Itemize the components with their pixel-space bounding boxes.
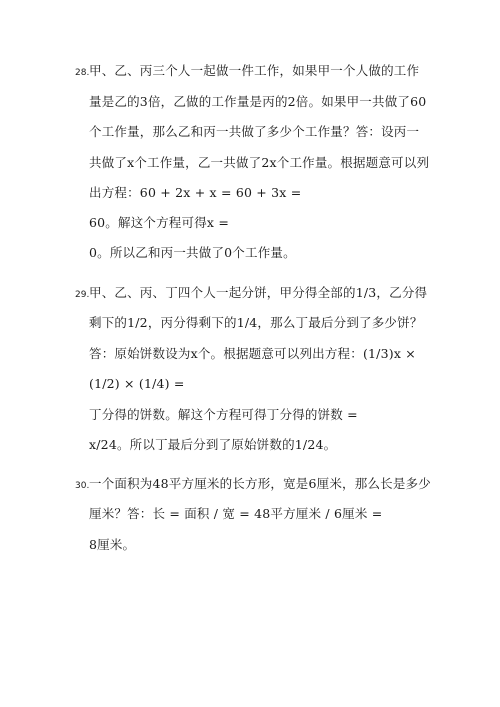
problem-number: 29.	[75, 290, 90, 300]
text-line: 8厘米。	[89, 537, 136, 552]
text-line: 共做了x个工作量，乙一共做了2x个工作量。根据题意可以列	[89, 155, 430, 170]
text-line: (1/2) × (1/4) =	[89, 376, 185, 391]
text-line: 甲、乙、丙三个人一起做一件工作，如果甲一个人做的工作	[89, 63, 420, 78]
text-line: 答：原始饼数设为x个。根据题意可以列出方程：(1/3)x ×	[89, 346, 416, 361]
text-line: 厘米？答：长 = 面积 / 宽 = 48平方厘米 / 6厘米 =	[89, 506, 383, 521]
text-line: x/24。所以丁最后分到了原始饼数的1/24。	[89, 437, 337, 452]
text-line: 60。解这个方程可得x =	[89, 215, 230, 230]
text-line: 出方程：60 + 2x + x = 60 + 3x =	[89, 185, 302, 200]
text-line: 丁分得的饼数。解这个方程可得丁分得的饼数 =	[89, 407, 358, 422]
text-line: 量是乙的3倍，乙做的工作量是丙的2倍。如果甲一共做了60	[89, 94, 427, 109]
text-line: 一个面积为48平方厘米的长方形，宽是6厘米，那么长是多少	[89, 476, 431, 491]
text-line: 0。所以乙和丙一共做了0个工作量。	[89, 245, 296, 260]
problem-number: 28.	[75, 68, 90, 78]
text-line: 剩下的1/2，丙分得剩下的1/4，那么丁最后分到了多少饼？	[89, 315, 423, 330]
text-line: 甲、乙、丙、丁四个人一起分饼，甲分得全部的1/3，乙分得	[89, 285, 428, 300]
text-line: 个工作量，那么乙和丙一共做了多少个工作量？答：设丙一	[89, 124, 420, 139]
problem-number: 30.	[75, 481, 90, 491]
